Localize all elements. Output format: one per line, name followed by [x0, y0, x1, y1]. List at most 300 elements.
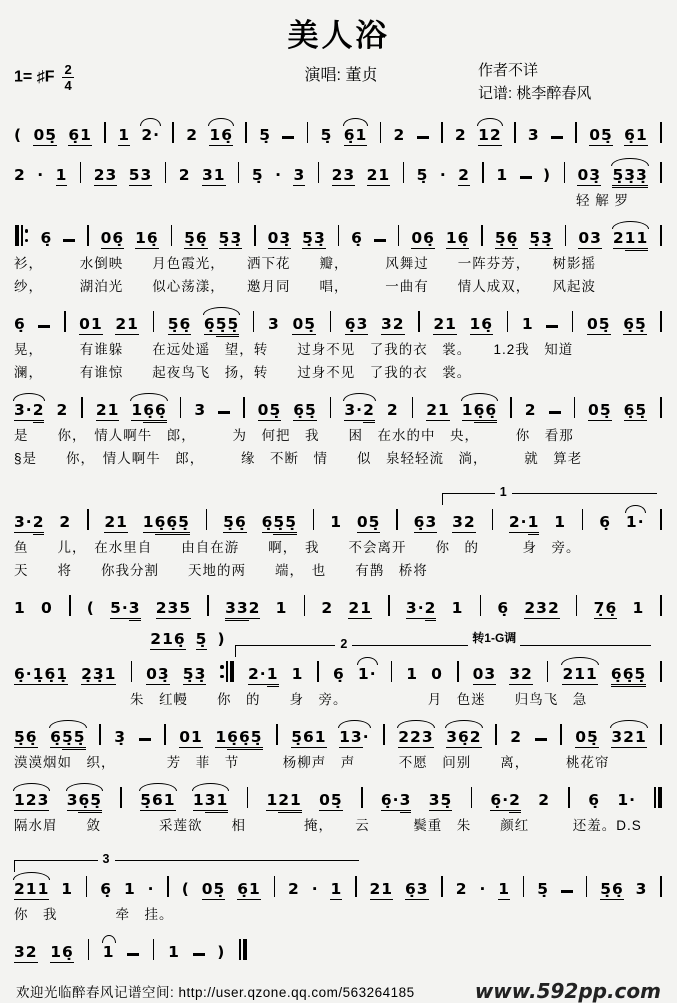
note-token: 2: [288, 880, 300, 899]
note-token: 05̣: [575, 728, 599, 747]
note-token: 1·: [625, 513, 645, 532]
note-token: 16̣: [469, 315, 494, 334]
note-token: 21: [433, 315, 457, 334]
barline: [481, 161, 485, 185]
note-token: 5̣61: [291, 728, 327, 747]
note-token: 6̣: [14, 315, 26, 334]
note-token: 3: [268, 315, 280, 334]
note-token: 05̣: [292, 315, 317, 334]
note-token: 1: [61, 880, 74, 899]
note-token: 2: [321, 599, 334, 618]
notation-line: [14, 784, 663, 811]
dash-extension: [374, 239, 386, 242]
barline: [480, 224, 484, 248]
lyric-line: 天 将 你我分割 天地的两 端， 也 有鹊 桥将: [14, 562, 428, 578]
page-title: 美人浴: [287, 18, 390, 53]
lyric-line: 鱼 儿， 在水里自 由自在游 啊， 我 不会离开 你 的 身 旁。: [14, 539, 581, 555]
dash-extension: [139, 738, 151, 741]
note-token: 1: [330, 880, 343, 899]
note-token: 1·: [617, 791, 636, 810]
note-token: 1: [554, 513, 567, 532]
system-8: [14, 629, 663, 708]
note-token: 1: [521, 315, 534, 334]
note-token: 2: [386, 401, 399, 420]
note-token: 6̣1: [237, 880, 261, 899]
notation-line: [14, 873, 663, 900]
volta-bracket: [14, 851, 359, 872]
dash-extension: [561, 890, 573, 893]
lyric-line: 朱 红幔 你 的 身 旁。 月 色迷 归鸟飞 急: [14, 691, 588, 707]
note-token: 3: [527, 126, 540, 145]
dash-extension: [282, 136, 294, 139]
barline: [86, 508, 90, 532]
barline: [574, 121, 578, 145]
begin-repeat-barline: [14, 224, 30, 248]
note-token: 1: [55, 166, 68, 185]
note-token: ·: [147, 880, 155, 899]
barline: [206, 594, 210, 618]
barline: [659, 594, 663, 618]
note-token: 223: [398, 728, 434, 747]
note-token: 6̣: [588, 791, 600, 810]
dash-extension: [218, 411, 230, 414]
barline: [573, 396, 577, 420]
barline: [509, 396, 513, 420]
note-token: 05̣: [319, 791, 343, 810]
note-token: 16̣6̣5̣: [143, 513, 190, 532]
note-token: 2: [59, 513, 72, 532]
barline: [382, 723, 386, 747]
note-token: 16̣6̣: [131, 401, 166, 420]
barline: [440, 875, 444, 899]
note-token: 1: [14, 599, 26, 618]
barline: [337, 224, 341, 248]
barline: [659, 310, 663, 334]
note-token: 53: [128, 166, 153, 185]
system-3: [14, 222, 663, 295]
note-token: 6̣1: [624, 126, 648, 145]
notation-line: [14, 506, 663, 533]
note-token: 0: [41, 599, 53, 618]
barline: [564, 224, 568, 248]
note-token: 32: [452, 513, 476, 532]
notator-credit: 记谱: 桃李醉春风: [478, 85, 592, 103]
system-4: [14, 308, 663, 381]
note-token: 211: [562, 665, 598, 684]
barline: [354, 875, 358, 899]
barline: [317, 161, 321, 185]
barline: [316, 660, 320, 684]
barline: [659, 121, 663, 145]
note-token: 2̣3̣1: [81, 665, 117, 684]
barline: [80, 396, 84, 420]
barline: [546, 660, 550, 684]
note-token: 2·1: [509, 513, 539, 532]
note-token: 32: [509, 665, 533, 684]
barline: [522, 875, 526, 899]
note-token: 0: [431, 665, 443, 684]
final-barline: [653, 786, 663, 810]
paren: (: [181, 880, 190, 899]
lyric-line: 漠漠烟如 织， 芳 菲 节 杨柳声 声 不愿 问别 离， 桃花帘: [14, 754, 610, 770]
barline: [242, 396, 246, 420]
note-token: 03̣: [577, 166, 602, 185]
note-token: 1: [123, 880, 136, 899]
note-token: 03̣: [267, 229, 292, 248]
note-token: 05̣: [201, 880, 226, 899]
barline: [306, 121, 310, 145]
key-signature: [14, 59, 204, 92]
note-token: 7̣6̣: [593, 599, 618, 618]
dash-extension: [38, 325, 50, 328]
note-token: 6̣5̣: [623, 401, 648, 420]
note-token: 16̣6̣: [462, 401, 497, 420]
barline: [130, 660, 134, 684]
note-token: 2: [14, 166, 26, 185]
barline: [395, 508, 399, 532]
note-token: 05̣: [587, 315, 611, 334]
barline: [575, 594, 579, 618]
system-1: [14, 119, 663, 146]
note-token: 5̣: [195, 629, 208, 648]
barline: [68, 594, 72, 618]
note-token: 5̣6̣: [167, 315, 192, 334]
note-token: 1: [451, 599, 464, 618]
note-token: 2: [538, 791, 551, 810]
lyric-line: 澜， 有谁惊 起夜鸟飞 扬，转 过身不见 了我的衣 裳。: [14, 364, 472, 380]
final-barline: [238, 938, 248, 962]
note-token: 16̣6̣5̣: [215, 728, 262, 747]
dash-extension: [63, 239, 75, 242]
note-token: 21: [115, 315, 139, 334]
dash-extension: [535, 738, 547, 741]
note-token: 13·: [339, 728, 370, 747]
note-token: 6̣5̣5̣: [262, 513, 297, 532]
barline: [390, 660, 394, 684]
note-token: 5̣: [537, 880, 550, 899]
barline: [571, 310, 575, 334]
note-token: ·: [37, 166, 45, 185]
barline: [63, 310, 67, 334]
barline: [659, 396, 663, 420]
note-token: 05̣: [589, 126, 613, 145]
barline: [79, 161, 83, 185]
barline: [303, 594, 307, 618]
note-token: 1: [632, 599, 645, 618]
note-token: 5̣: [416, 166, 429, 185]
note-token: 5̣6̣: [494, 229, 519, 248]
barline: [417, 310, 421, 334]
note-token: 211: [613, 229, 648, 248]
note-token: 35̣: [428, 791, 453, 810]
dash-extension: [520, 176, 532, 179]
barline: [273, 875, 277, 899]
note-token: 2: [56, 401, 69, 420]
notation-line: [14, 394, 663, 421]
barline: [205, 508, 209, 532]
note-token: 2·: [141, 126, 161, 145]
lyric-line: 是 你， 情人啊牛 郎， 为 何把 我 困 在水的中 央， 你 看那: [14, 427, 574, 443]
note-token: 32: [380, 315, 405, 334]
note-token: 5̣6̣: [600, 880, 624, 899]
note-token: 21: [95, 401, 120, 420]
system-11: [14, 847, 663, 923]
note-token: 1: [168, 943, 180, 962]
barline: [166, 875, 170, 899]
note-token: 03: [472, 665, 497, 684]
barline: [312, 508, 316, 532]
note-token: 6̣: [351, 229, 363, 248]
note-token: ·: [439, 166, 447, 185]
barline: [491, 508, 495, 532]
note-token: 23: [93, 166, 118, 185]
note-token: 06̣: [411, 229, 435, 248]
note-token: 6̣·2: [490, 791, 520, 810]
barline: [379, 121, 383, 145]
note-token: 1: [496, 166, 509, 185]
paren: ): [217, 943, 226, 962]
note-token: 5̣3̣: [182, 665, 207, 684]
barline: [411, 396, 415, 420]
note-token: 1: [498, 880, 511, 899]
note-token: 2: [186, 126, 199, 145]
note-token: 05̣: [356, 513, 381, 532]
singer-credit: 演唱: 董贞: [304, 67, 378, 84]
barline: [567, 786, 571, 810]
note-token: 16̣: [445, 229, 470, 248]
notation-line: [14, 119, 663, 146]
lyric-line: 隔水眉 敛 采莲欲 相 掩， 云 鬓重 朱 颜红 还羞。D.S: [14, 817, 642, 833]
barline: [98, 723, 102, 747]
note-token: 131: [193, 791, 228, 810]
note-token: 235: [155, 599, 192, 618]
note-token: 5̣: [259, 126, 271, 145]
note-token: 21: [426, 401, 450, 420]
author-credit: 作者不详: [478, 62, 539, 79]
note-token: 21: [348, 599, 372, 618]
note-token: 06̣: [100, 229, 125, 248]
note-token: 1: [102, 943, 115, 962]
barline: [659, 224, 663, 248]
barline: [244, 121, 248, 145]
notation-line: [14, 308, 663, 335]
note-token: 2·1: [248, 665, 278, 684]
barline: [152, 310, 156, 334]
lyric-line: 纱， 湖泊光 似心荡漾， 邀月同 唱， 一曲有 情人成双， 风起波: [14, 278, 596, 294]
note-token: 5̣6̣: [223, 513, 247, 532]
notation-line: [14, 658, 663, 685]
system-10: [14, 784, 663, 834]
meta-row: [14, 59, 663, 106]
system-pre-row: [14, 847, 663, 873]
barline: [275, 723, 279, 747]
note-token: 05̣: [33, 126, 58, 145]
system-9: [14, 721, 663, 771]
note-token: 5̣6̣: [184, 229, 208, 248]
note-token: 5̣3̣: [529, 229, 553, 248]
note-token: 6̣5̣: [623, 315, 647, 334]
barline: [659, 161, 663, 185]
note-token: 2: [510, 728, 522, 747]
volta-label: 1: [495, 485, 512, 499]
note-token: 3̣: [114, 728, 126, 747]
barline: [360, 786, 364, 810]
note-token: 6̣5̣5̣: [204, 315, 239, 334]
note-token: ·: [311, 880, 319, 899]
note-token: 2: [455, 880, 468, 899]
note-token: 21: [366, 166, 391, 185]
note-token: 6̣: [40, 229, 53, 248]
note-token: 211: [14, 880, 50, 899]
note-token: 21: [104, 513, 128, 532]
paren: (: [86, 599, 95, 618]
note-token: 3: [194, 401, 207, 420]
system-pre-row: [14, 480, 663, 506]
end-repeat-barline: [219, 660, 235, 684]
barline: [152, 938, 156, 962]
system-6: [14, 480, 663, 579]
note-token: 5̣: [251, 166, 264, 185]
barline: [164, 161, 168, 185]
barline: [119, 786, 123, 810]
note-token: ·: [275, 166, 283, 185]
note-token: 123: [14, 791, 50, 810]
note-token: 3·2: [14, 513, 44, 532]
note-token: 5̣3̣: [218, 229, 243, 248]
system-12: [14, 936, 663, 963]
lyric-line: §是 你， 情人啊牛 郎， 缘 不断 情 似 泉轻轻流 淌， 就 算老: [14, 450, 583, 466]
note-token: 2: [524, 401, 537, 420]
note-token: 2: [178, 166, 191, 185]
note-token: 6̣3: [404, 880, 429, 899]
paren: (: [14, 126, 23, 145]
dash-extension: [546, 325, 558, 328]
key-change-label: 转1-G调: [468, 629, 520, 646]
note-token: 5̣3̣3̣: [612, 166, 647, 185]
barline: [237, 161, 241, 185]
note-token: ·: [479, 880, 487, 899]
lyric-line: 衫， 水倒映 月色霞光， 洒下花 瓣， 风舞过 一阵芬芳， 树影摇: [14, 255, 596, 271]
barline: [246, 786, 250, 810]
note-token: 03: [578, 229, 602, 248]
note-token: 1: [291, 665, 304, 684]
barline: [470, 786, 474, 810]
system-5: [14, 394, 663, 467]
barline: [513, 121, 517, 145]
note-token: 321: [611, 728, 647, 747]
dash-extension: [127, 953, 139, 956]
footer-watermark: www.592pp.com: [474, 978, 661, 1003]
barline: [563, 161, 567, 185]
barline: [585, 875, 589, 899]
note-token: 6̣: [497, 599, 510, 618]
dash-extension: [417, 136, 429, 139]
note-token: 5̣61: [140, 791, 176, 810]
barline: [659, 660, 663, 684]
note-token: 2: [454, 126, 467, 145]
barline: [581, 508, 585, 532]
time-bottom: 4: [64, 78, 72, 93]
note-token: 6̣6̣5̣: [611, 665, 646, 684]
barline: [559, 723, 563, 747]
barline: [659, 723, 663, 747]
system-2: [14, 159, 663, 209]
note-token: 216̣: [150, 629, 186, 648]
barline: [397, 224, 401, 248]
dash-extension: [549, 411, 561, 414]
dash-extension: [193, 953, 205, 956]
note-token: 6̣: [100, 880, 113, 899]
barline: [253, 224, 257, 248]
note-token: 1: [275, 599, 288, 618]
volta-label: 3: [98, 852, 115, 866]
barline: [87, 938, 91, 962]
note-token: 6̣3: [344, 315, 369, 334]
time-signature: [62, 63, 73, 92]
note-token: 31: [201, 166, 226, 185]
barline: [252, 310, 256, 334]
notation-line: [14, 159, 663, 186]
note-token: 1: [406, 665, 419, 684]
dash-extension: [551, 136, 563, 139]
barline: [179, 396, 183, 420]
note-token: 5·3: [110, 599, 140, 618]
note-token: 332: [225, 599, 260, 618]
barline: [440, 121, 444, 145]
volta-label: 2: [335, 637, 352, 651]
note-token: 6̣3: [413, 513, 438, 532]
note-token: 6̣5̣: [293, 401, 317, 420]
lyric-line: 你 我 牵 挂。: [14, 906, 174, 922]
note-token: 3: [635, 880, 648, 899]
barline: [494, 723, 498, 747]
note-token: 2: [393, 126, 406, 145]
barline: [170, 224, 174, 248]
footer: [14, 979, 663, 1003]
barline: [659, 508, 663, 532]
barline: [387, 594, 391, 618]
note-token: 12: [478, 126, 502, 145]
note-token: 2: [458, 166, 470, 185]
systems: [14, 119, 663, 963]
notation-line: [14, 721, 663, 748]
barline: [329, 396, 333, 420]
credits-block: [478, 59, 663, 106]
note-token: 03̣: [146, 665, 170, 684]
lyric-line: 轻 解 罗: [575, 192, 629, 208]
lyric-line: 晃， 有谁躲 在远处遥 望，转 过身不见 了我的衣 裳。 1.2我 知道: [14, 341, 574, 357]
note-token: 5̣: [320, 126, 333, 145]
barline: [659, 875, 663, 899]
note-token: 6̣5̣5̣: [50, 728, 85, 747]
note-token: 6̣1: [343, 126, 368, 145]
barline: [506, 310, 510, 334]
note-token: 05̣: [257, 401, 282, 420]
footer-site-note: 欢迎光临醉春风记谱空间: http://user.qzone.qq.com/563264185: [16, 984, 415, 1000]
note-token: 3·2: [406, 599, 436, 618]
system-7: [14, 592, 663, 619]
note-token: 01: [179, 728, 203, 747]
note-token: 1: [330, 513, 342, 532]
note-token: 23: [331, 166, 356, 185]
note-token: 3·2: [344, 401, 374, 420]
note-token: 16̣: [50, 943, 74, 962]
notation-line: [14, 592, 663, 619]
system-pre-row: [14, 629, 663, 658]
barline: [402, 161, 406, 185]
note-token: 36̣5̣: [67, 791, 102, 810]
barline: [329, 310, 333, 334]
